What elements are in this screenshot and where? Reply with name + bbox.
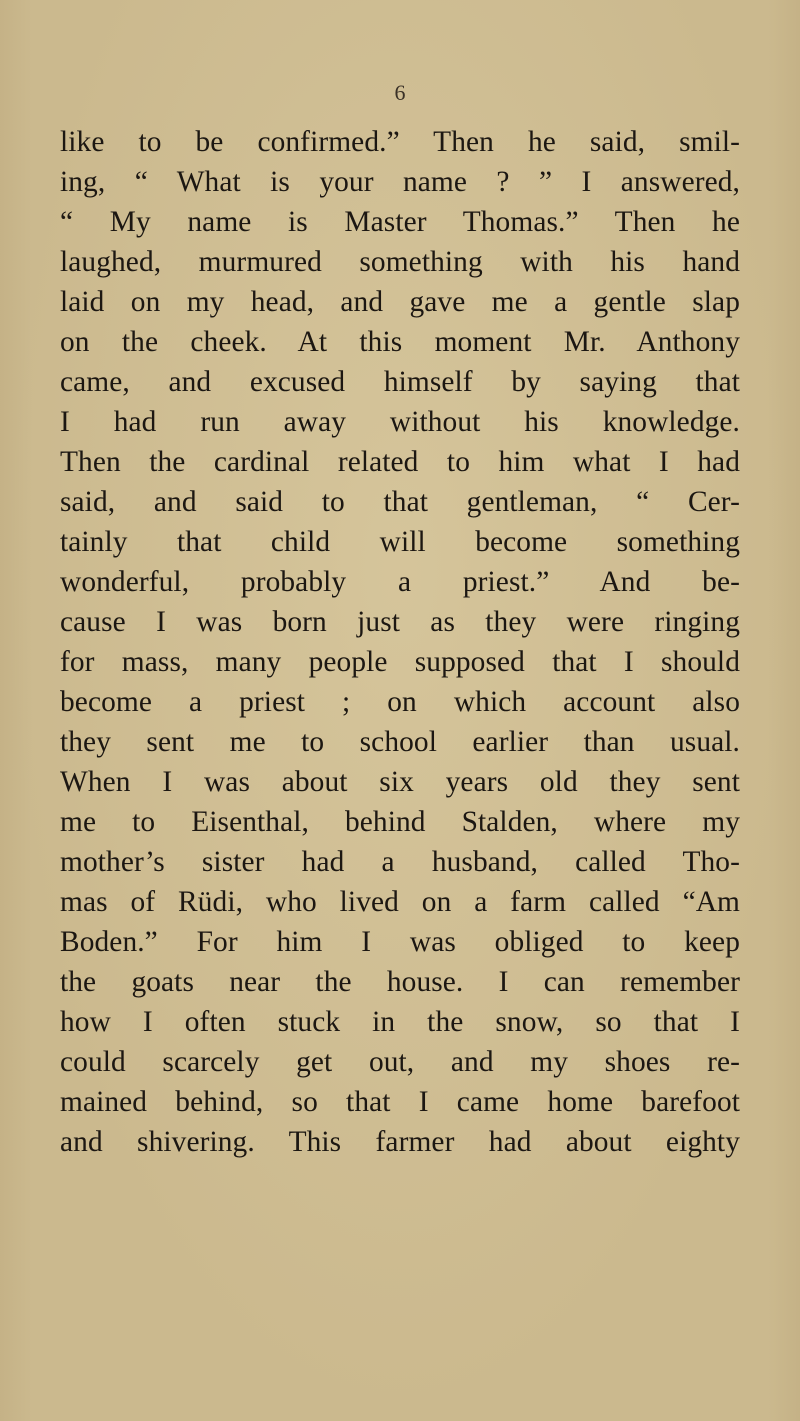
text-line: mother’s sister had a husband, called Tho- — [60, 846, 740, 878]
text-line: said, and said to that gentleman, “ Cer- — [60, 486, 740, 518]
text-line: for mass, many people supposed that I should — [60, 646, 740, 678]
text-line: Then the cardinal related to him what I had — [60, 446, 740, 478]
text-line: how I often stuck in the snow, so that I — [60, 1006, 740, 1038]
text-line: me to Eisenthal, behind Stalden, where my — [60, 806, 740, 838]
text-line: mained behind, so that I came home barefoot — [60, 1086, 740, 1118]
text-line: ing, “ What is your name ? ” I answered, — [60, 166, 740, 198]
text-line: Boden.” For him I was obliged to keep — [60, 926, 740, 958]
text-line: they sent me to school earlier than usual. — [60, 726, 740, 758]
text-line: like to be confirmed.” Then he said, smil- — [60, 126, 740, 158]
text-line: become a priest ; on which account also — [60, 686, 740, 718]
body-text — [60, 122, 740, 1162]
text-line: came, and excused himself by saying that — [60, 366, 740, 398]
text-line: tainly that child will become something — [60, 526, 740, 558]
text-line: wonderful, probably a priest.” And be- — [60, 566, 740, 598]
text-line: cause I was born just as they were ringing — [60, 606, 740, 638]
text-line: could scarcely get out, and my shoes re- — [60, 1046, 740, 1078]
text-line: mas of Rüdi, who lived on a farm called “Am — [60, 886, 740, 918]
text-line: laid on my head, and gave me a gentle slap — [60, 286, 740, 318]
text-line: laughed, murmured something with his hand — [60, 246, 740, 278]
page-number: 6 — [394, 80, 406, 105]
text-line: When I was about six years old they sent — [60, 766, 740, 798]
text-line: and shivering. This farmer had about eighty — [60, 1126, 740, 1158]
text-line: on the cheek. At this moment Mr. Anthony — [60, 326, 740, 358]
text-line: “ My name is Master Thomas.” Then he — [60, 206, 740, 238]
text-line: the goats near the house. I can remember — [60, 966, 740, 998]
text-line: I had run away without his knowledge. — [60, 406, 740, 438]
